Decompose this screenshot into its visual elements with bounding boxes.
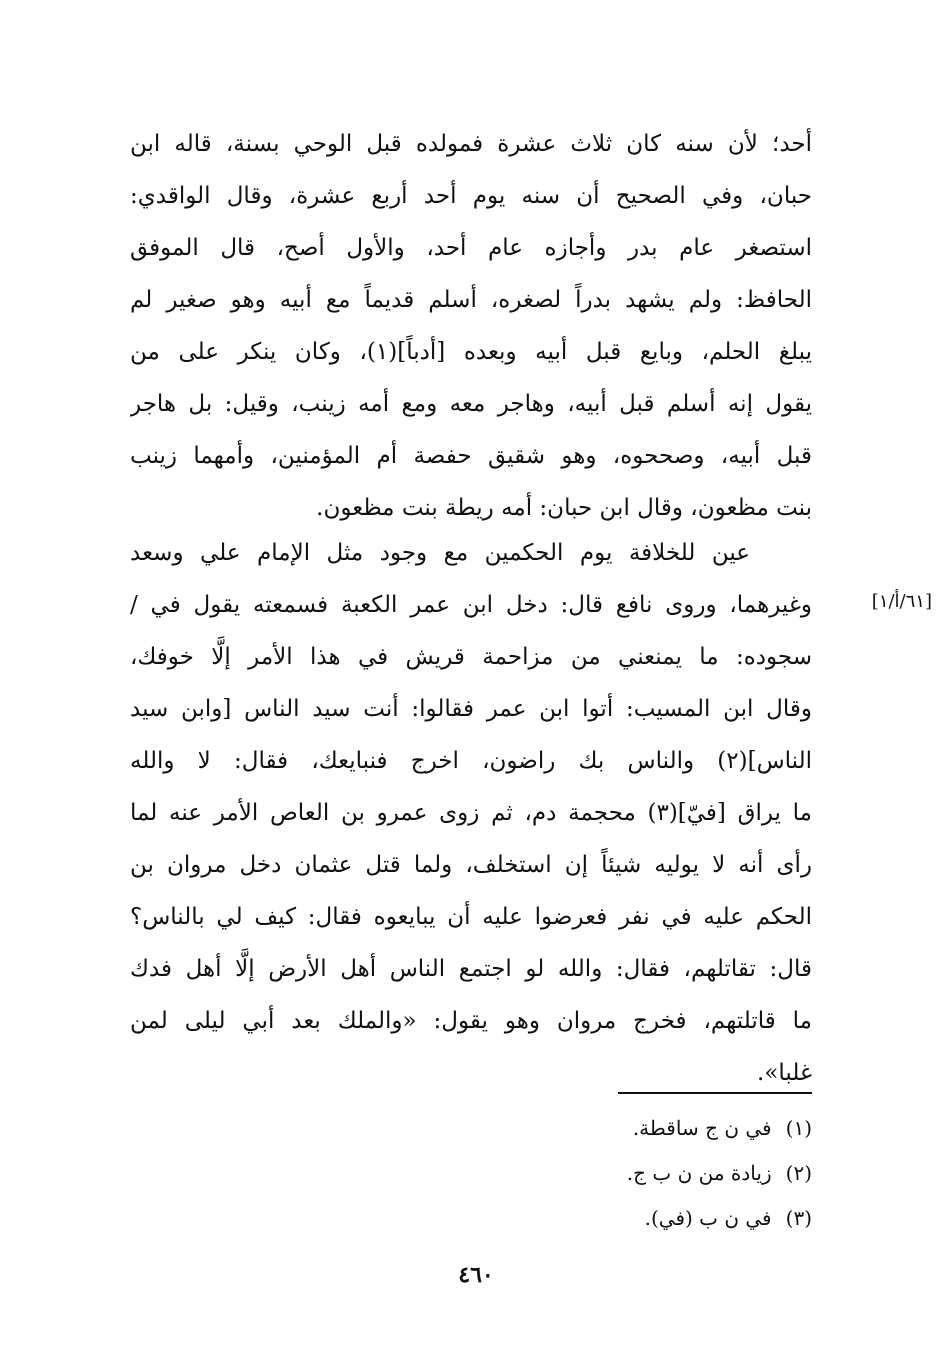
footnote-text: في ن ج ساقطة. (632, 1116, 772, 1140)
footnote-item (432, 1151, 812, 1196)
text-line: الحافظ: ولم يشهد بدراً لصغره، أسلم قديماً مع أبيه وهو صغير لم (130, 287, 812, 313)
footnote-number: (٢) (785, 1161, 812, 1185)
text-line: قال: تقاتلهم، فقال: والله لو اجتمع الناس أهل الأرض إلَّا أهل فدك (130, 956, 812, 982)
footnote-divider (618, 1092, 812, 1094)
footnote-item (432, 1106, 812, 1151)
text-line: حبان، وفي الصحيح أن سنه يوم أحد أربع عشرة، وقال الواقدي: (130, 183, 812, 209)
text-line: بنت مظعون، وقال ابن حبان: أمه ريطة بنت مظعون. (316, 495, 812, 521)
text-line: غلبا». (757, 1060, 812, 1086)
text-line: وقال ابن المسيب: أتوا ابن عمر فقالوا: أنت سيد الناس [وابن سيد (130, 696, 812, 722)
footnote-number: (٣) (785, 1206, 812, 1230)
footnote-number: (١) (785, 1116, 812, 1140)
text-line: يقول إنه أسلم قبل أبيه، وهاجر معه ومع أمه زينب، وقيل: بل هاجر (130, 391, 812, 417)
text-line: الناس](٢) والناس بك راضون، اخرج فنبايعك، فقال: لا والله (130, 748, 812, 774)
text-line: أحد؛ لأن سنه كان ثلاث عشرة فمولده قبل الوحي بسنة، قاله ابن (130, 131, 812, 157)
text-line: يبلغ الحلم، وبايع قبل أبيه وبعده [أدباً](١)، وكان ينكر على من (130, 339, 812, 365)
text-line: ما قاتلتهم، فخرج مروان وهو يقول: «والملك بعد أبي ليلى لمن (130, 1008, 812, 1034)
footnote-text: في ن ب (في). (644, 1206, 772, 1230)
text-line: عين للخلافة يوم الحكمين مع وجود مثل الإمام علي وسعد (130, 540, 750, 566)
footnote-item (432, 1196, 812, 1241)
footnotes (432, 1106, 812, 1241)
text-line: ما يراق [فيّ](٣) محجمة دم، ثم زوى عمرو بن العاص الأمر عنه لما (130, 800, 812, 826)
text-line: سجوده: ما يمنعني من مزاحمة قريش في هذا الأمر إلَّا خوفك، (130, 644, 812, 670)
text-line: قبل أبيه، وصححوه، وهو شقيق حفصة أم المؤمنين، وأمهما زينب (130, 443, 812, 469)
manuscript-folio-reference: [٦١/أ/١] (871, 591, 932, 612)
page-number: ٤٦٠ (458, 1262, 494, 1288)
text-line: وغيرهما، وروى نافع قال: دخل ابن عمر الكعبة فسمعته يقول في / (130, 592, 812, 618)
paragraph-1 (130, 118, 812, 534)
text-line: رأى أنه لا يوليه شيئاً إن استخلف، ولما قتل عثمان دخل مروان بن (130, 852, 812, 878)
paragraph-2 (130, 527, 812, 1099)
text-line: استصغر عام بدر وأجازه عام أحد، والأول أصح، قال الموفق (130, 235, 812, 261)
footnote-text: زيادة من ن ب ج. (626, 1161, 772, 1185)
text-line: الحكم عليه في نفر فعرضوا عليه أن يبايعوه فقال: كيف لي بالناس؟ (130, 904, 812, 930)
